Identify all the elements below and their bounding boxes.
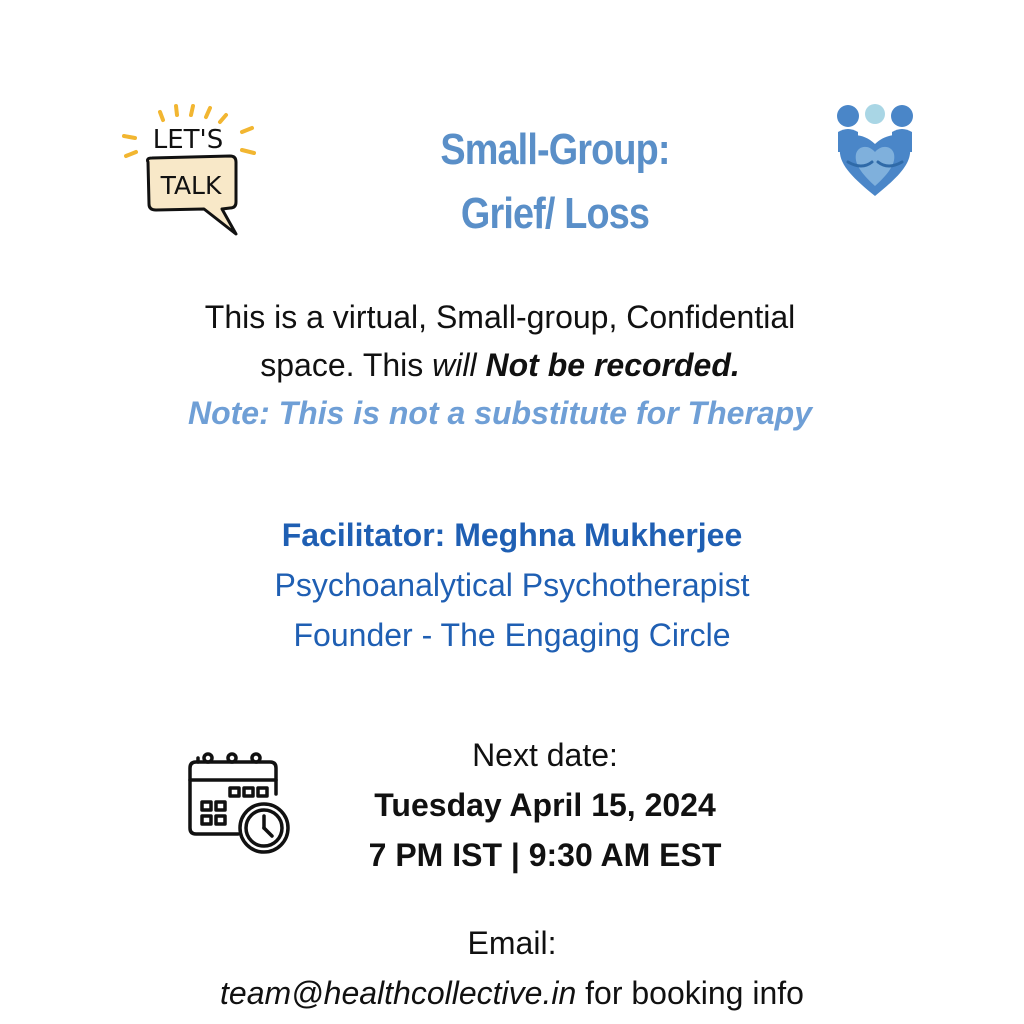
facilitator-organization: Founder - The Engaging Circle (293, 617, 731, 653)
not-recorded-text: Not be recorded. (485, 347, 740, 383)
description-line-2-prefix: space. This (260, 347, 433, 383)
email-line (0, 968, 1024, 1018)
contact-info (0, 918, 1024, 1018)
description-will-text: will (432, 347, 477, 383)
session-time: 7 PM IST | 9:30 AM EST (368, 837, 722, 873)
next-date-value: Tuesday April 15, 2024 (374, 787, 716, 823)
email-label: Email: (467, 925, 557, 961)
session-description (0, 293, 1000, 437)
facilitator-info (0, 510, 1024, 660)
email-address-link[interactable]: team@healthcollective.in (220, 975, 577, 1011)
next-session-schedule (320, 730, 770, 880)
facilitator-role: Psychoanalytical Psychotherapist (274, 567, 750, 603)
title-line-1: Small-Group: (440, 125, 670, 174)
heart-hands-community-icon (828, 100, 923, 200)
therapy-disclaimer-note: Note: This is not a substitute for Therapy (187, 395, 813, 431)
next-date-label: Next date: (472, 737, 618, 773)
description-space (477, 347, 486, 383)
booking-info-text: for booking info (576, 975, 804, 1011)
talk-text: TALK (160, 171, 222, 200)
description-line-2 (0, 341, 1000, 389)
lets-text: LET'S (152, 125, 224, 155)
lets-talk-badge-icon (118, 98, 263, 243)
title-line-2: Grief/ Loss (460, 189, 650, 238)
event-title (370, 118, 740, 246)
facilitator-name: Facilitator: Meghna Mukherjee (281, 517, 743, 553)
description-line-1: This is a virtual, Small-group, Confidential (204, 299, 796, 335)
calendar-clock-icon (186, 750, 296, 860)
